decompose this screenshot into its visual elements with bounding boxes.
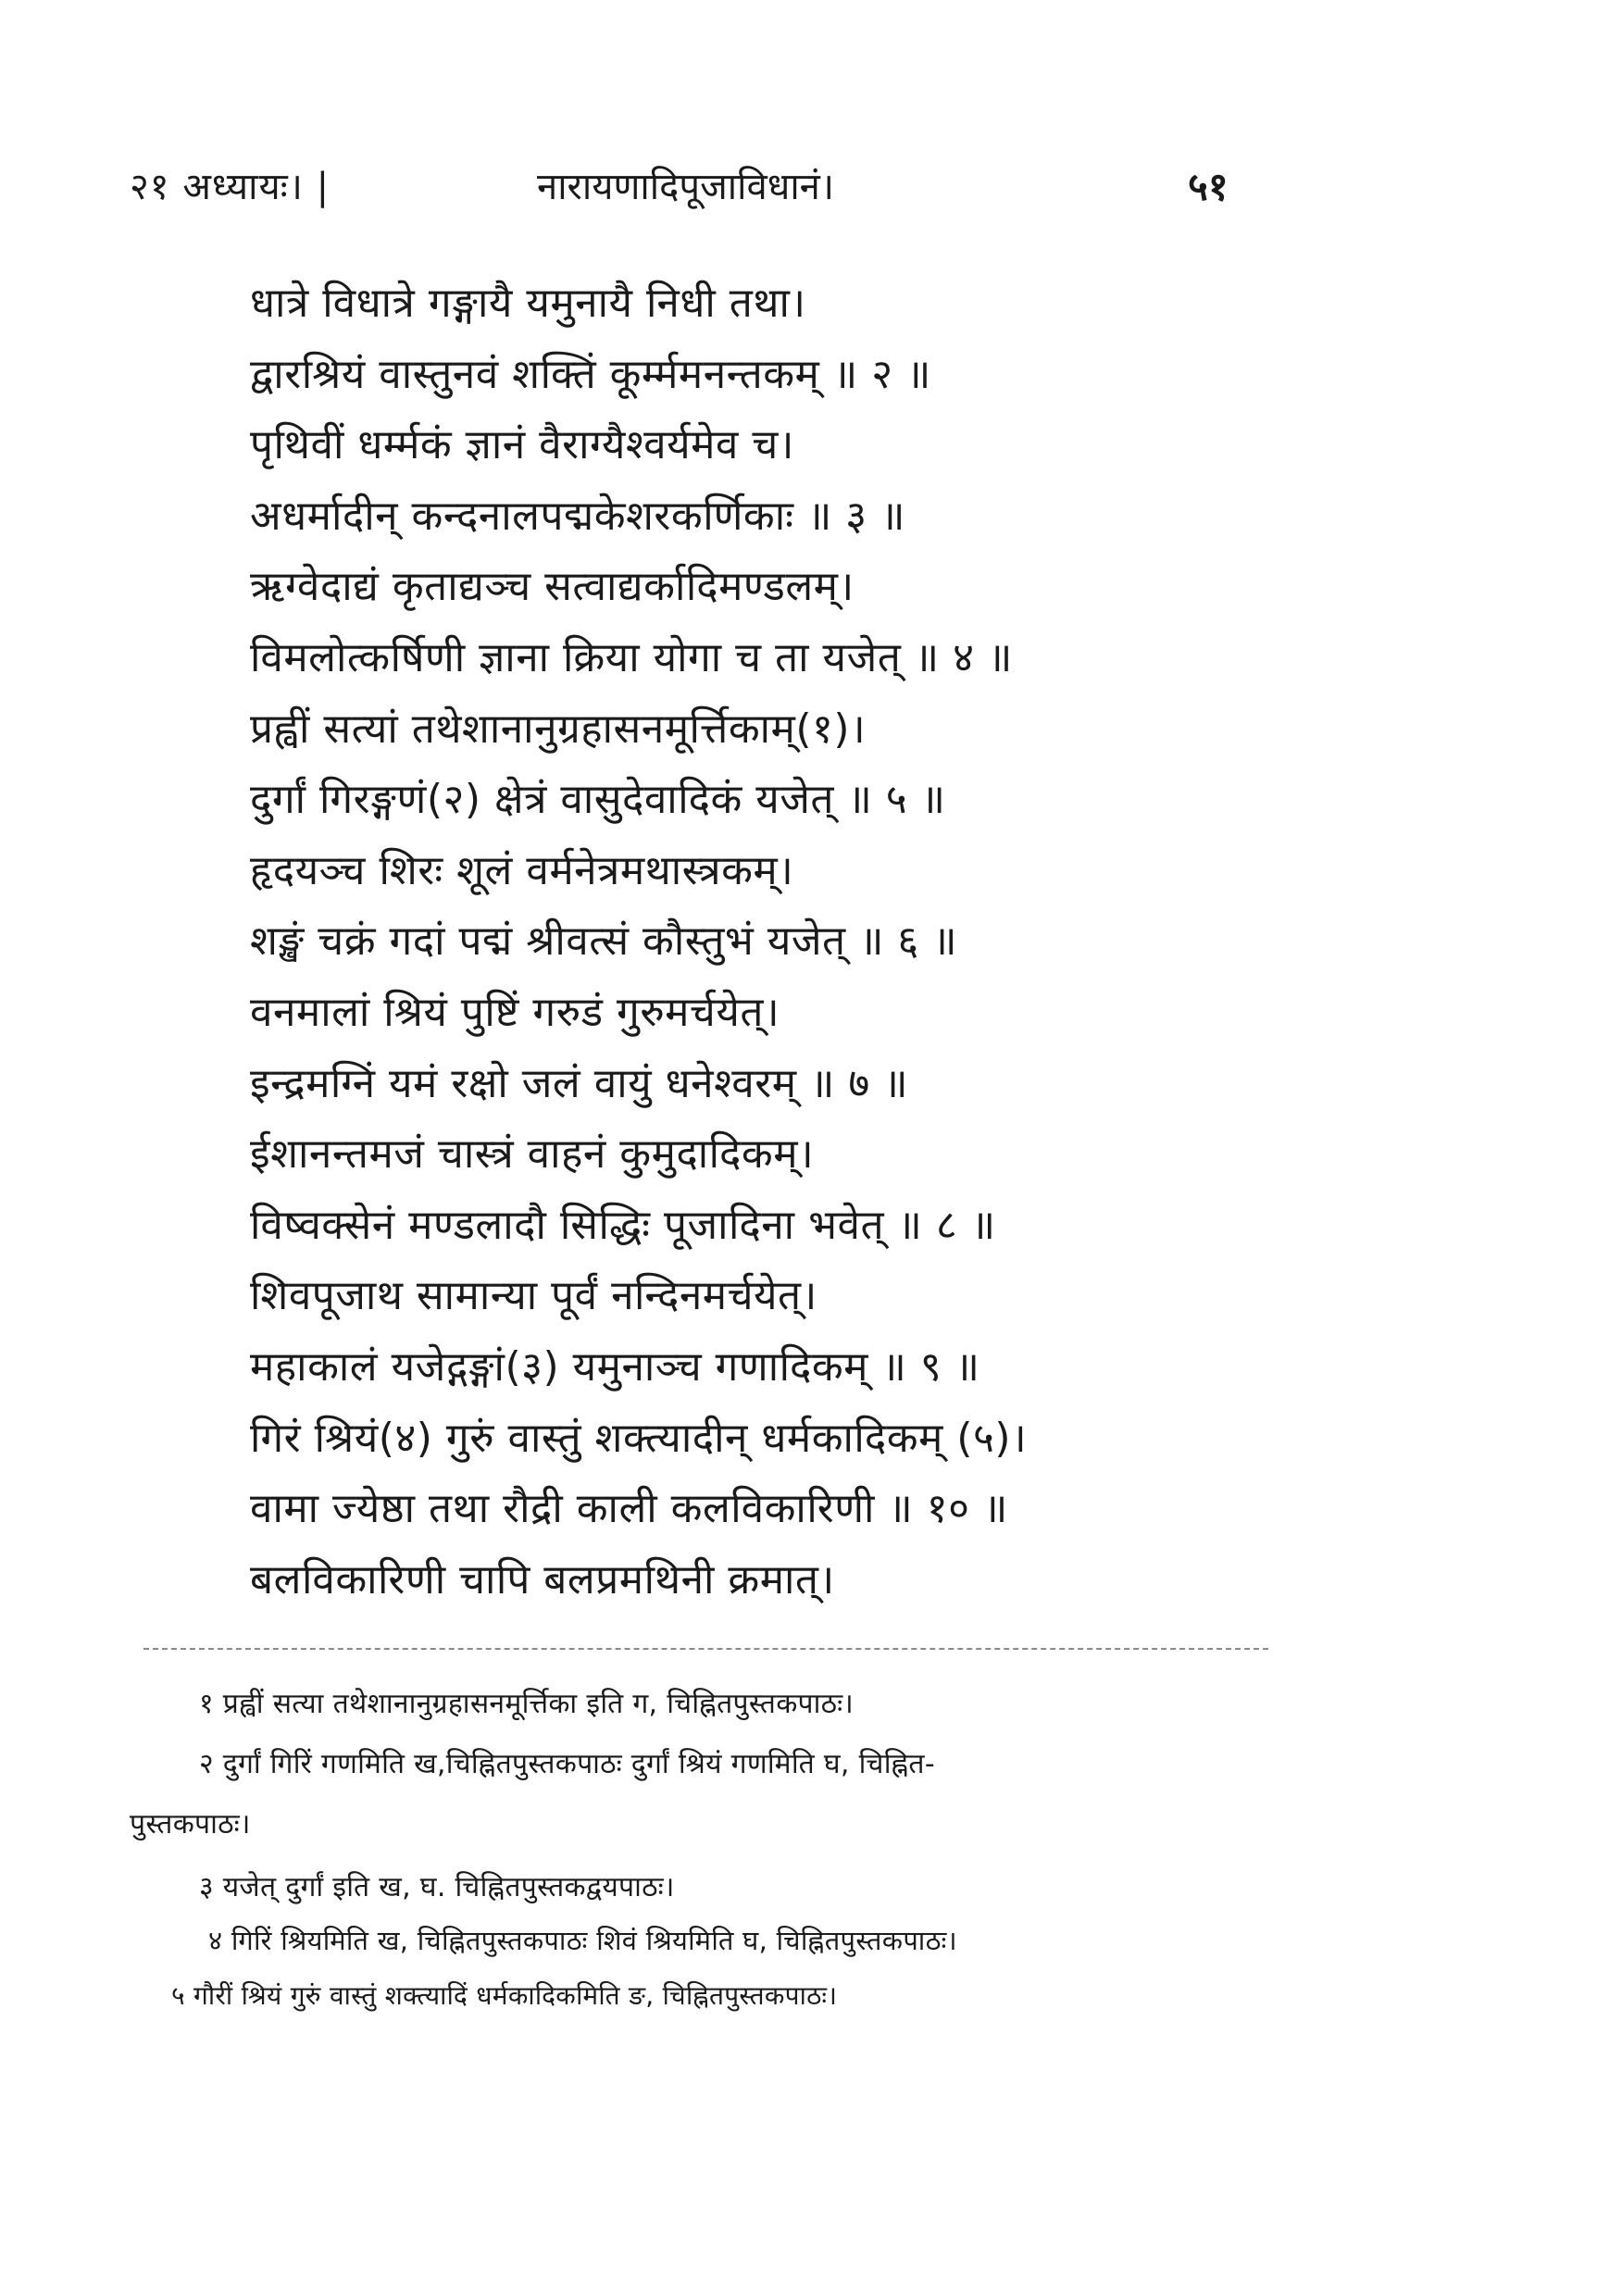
chapter-label: २१ अध्यायः। | [130, 166, 331, 208]
verse-line: धात्रे विधात्रे गङ्गायै यमुनायै निधी तथा। [250, 280, 806, 327]
footnote: ५ गौरीं श्रियं गुरुं वास्तुं शक्त्यादिं धर्मकादिकमिति ङ, चिह्नितपुस्तकपाठः। [171, 1980, 838, 2011]
verse-line: प्रह्वीं सत्यां तथेशानानुग्रहासनमूर्त्तिकाम्(१)। [250, 705, 867, 753]
verse-line: विमलोत्कर्षिणी ज्ञाना क्रिया योगा च ता यजेत् ॥ ४ ॥ [250, 633, 1013, 681]
verse-line: हृदयञ्च शिरः शूलं वर्मनेत्रमथास्त्रकम्। [250, 846, 794, 894]
running-header [0, 159, 1622, 215]
verse-line: शिवपूजाथ सामान्या पूर्वं नन्दिनमर्चयेत्। [250, 1272, 817, 1320]
footnote: २ दुर्गां गिरिं गणमिति ख,चिह्नितपुस्तकपाठः दुर्गां श्रियं गणमिति घ, चिह्नित- [199, 1748, 935, 1780]
verse-line: महाकालं यजेद्गङ्गां(३) यमुनाञ्च गणादिकम् ॥ ९ ॥ [250, 1342, 980, 1391]
footnote-continuation: पुस्तकपाठः। [130, 1808, 251, 1841]
verse-line: दुर्गां गिरङ्गणं(२) क्षेत्रं वासुदेवादिकं यजेत् ॥ ५ ॥ [250, 776, 946, 824]
verse-block [250, 268, 1361, 1616]
footnote: ४ गिरिं श्रियमिति ख, चिह्नितपुस्तकपाठः शिवं श्रियमिति घ, चिह्नितपुस्तकपाठः। [208, 1925, 957, 1956]
footnote: ३ यजेत् दुर्गां इति ख, घ. चिह्नितपुस्तकद्वयपाठः। [199, 1871, 675, 1903]
verse-line: विष्वक्सेनं मण्डलादौ सिद्धिः पूजादिना भवेत् ॥ ८ ॥ [250, 1201, 996, 1249]
footnote-divider [143, 1648, 1268, 1650]
verse-line: ऋग्वेदाद्यं कृताद्यञ्च सत्वाद्यर्कादिमण्डलम्। [250, 563, 855, 611]
verse-line: शङ्खं चक्रं गदां पद्मं श्रीवत्सं कौस्तुभं यजेत् ॥ ६ ॥ [250, 917, 958, 966]
verse-line: अधर्मादीन् कन्दनालपद्मकेशरकर्णिकाः ॥ ३ ॥ [250, 492, 906, 540]
verse-line: इन्द्रमग्निं यमं रक्षो जलं वायुं धनेश्वरम् ॥ ७ ॥ [250, 1059, 909, 1107]
page-number: ५१ [1188, 164, 1229, 209]
footnote: १ प्रह्वीं सत्या तथेशानानुग्रहासनमूर्त्तिका इति ग, चिह्नितपुस्तकपाठः। [199, 1688, 855, 1720]
verse-line: गिरं श्रियं(४) गुरुं वास्तुं शक्त्यादीन् धर्मकादिकम् (५)। [250, 1414, 1028, 1462]
verse-line: वामा ज्येष्ठा तथा रौद्री काली कलविकारिणी ॥ १० ॥ [250, 1485, 1008, 1533]
verse-line: वनमालां श्रियं पुष्टिं गरुडं गुरुमर्चयेत्। [250, 988, 780, 1036]
verse-line: ईशानन्तमजं चास्त्रं वाहनं कुमुदादिकम्। [250, 1130, 815, 1179]
section-title: नारायणादिपूजाविधानं। [537, 166, 835, 208]
verse-line: बलविकारिणी चापि बलप्रमथिनी क्रमात्। [250, 1555, 835, 1603]
verse-line: द्वारश्रियं वास्तुनवं शक्तिं कूर्म्ममनन्तकम् ॥ २ ॥ [250, 350, 931, 398]
verse-line: पृथिवीं धर्म्मकं ज्ञानं वैराग्यैश्वर्यमेव च। [250, 421, 794, 469]
